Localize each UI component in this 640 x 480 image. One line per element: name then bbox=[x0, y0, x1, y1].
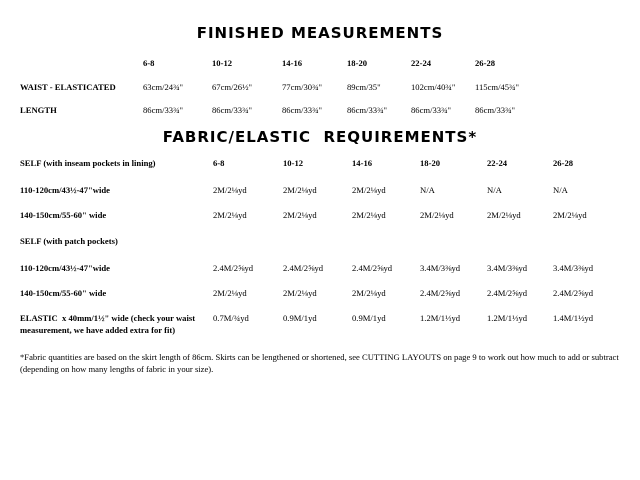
size-header: 6-8 bbox=[143, 58, 155, 68]
table-cell: 86cm/33¾" bbox=[475, 105, 516, 115]
size-header: 26-28 bbox=[553, 158, 574, 168]
table-cell: 2M/2⅛yd bbox=[213, 288, 247, 298]
table-cell: 2M/2⅛yd bbox=[352, 210, 386, 220]
section-label: SELF (with inseam pockets in lining) bbox=[20, 158, 156, 168]
size-header: 10-12 bbox=[212, 58, 233, 68]
finished-measurements-heading: FINISHED MEASUREMENTS bbox=[196, 24, 444, 42]
section-label: SELF (with patch pockets) bbox=[20, 236, 118, 246]
table-cell: 1.2M/1⅓yd bbox=[487, 313, 528, 323]
table-cell: 2.4M/2⅝yd bbox=[283, 263, 324, 273]
row-label: 110-120cm/43½-47"wide bbox=[20, 185, 110, 195]
table-cell: 1.4M/1½yd bbox=[553, 313, 594, 323]
size-header: 6-8 bbox=[213, 158, 225, 168]
table-cell: 115cm/45¾" bbox=[475, 82, 520, 92]
table-cell: 2.4M/2⅝yd bbox=[553, 288, 594, 298]
table-cell: 86cm/33¾" bbox=[282, 105, 323, 115]
size-header: 14-16 bbox=[352, 158, 373, 168]
table-cell: 0.7M/¾yd bbox=[213, 313, 249, 323]
table-cell: 77cm/30¾" bbox=[282, 82, 323, 92]
fabric-requirements-heading: FABRIC/ELASTIC REQUIREMENTS* bbox=[162, 128, 478, 146]
row-label: WAIST - ELASTICATED bbox=[20, 82, 116, 92]
table-cell: N/A bbox=[553, 185, 568, 195]
table-cell: 2.4M/2⅝yd bbox=[487, 288, 528, 298]
table-cell: 86cm/33¾" bbox=[347, 105, 388, 115]
table-cell: 2.4M/2⅝yd bbox=[420, 288, 461, 298]
table-cell: 63cm/24¾" bbox=[143, 82, 184, 92]
size-header: 22-24 bbox=[411, 58, 432, 68]
row-label: 140-150cm/55-60" wide bbox=[20, 288, 107, 298]
table-cell: 2M/2⅛yd bbox=[420, 210, 454, 220]
table-cell: 3.4M/3⅜yd bbox=[420, 263, 461, 273]
table-cell: 86cm/33¾" bbox=[143, 105, 184, 115]
row-label: LENGTH bbox=[20, 105, 57, 115]
table-cell: 3.4M/3⅜yd bbox=[553, 263, 594, 273]
table-cell: N/A bbox=[420, 185, 435, 195]
row-label: 140-150cm/55-60" wide bbox=[20, 210, 107, 220]
table-cell: 3.4M/3⅜yd bbox=[487, 263, 528, 273]
table-cell: 1.2M/1⅓yd bbox=[420, 313, 461, 323]
table-cell: 86cm/33¾" bbox=[212, 105, 253, 115]
table-cell: 102cm/40¾" bbox=[411, 82, 456, 92]
table-cell: 0.9M/1yd bbox=[352, 313, 386, 323]
table-cell: 2.4M/2⅝yd bbox=[352, 263, 393, 273]
table-cell: 2M/2⅛yd bbox=[487, 210, 521, 220]
table-cell: 86cm/33¾" bbox=[411, 105, 452, 115]
footnote: *Fabric quantities are based on the skirt length of 86cm. Skirts can be lengthened or shortened, see CUTTING LAYOUTS on page 9 to work out how much to add or subtract (depending on how many lengths of fabric in your size). bbox=[20, 352, 619, 374]
table-cell: 89cm/35" bbox=[347, 82, 381, 92]
table-cell: N/A bbox=[487, 185, 502, 195]
size-header: 10-12 bbox=[283, 158, 304, 168]
table-cell: 2M/2⅛yd bbox=[213, 185, 247, 195]
table-cell: 2M/2⅛yd bbox=[283, 210, 317, 220]
size-header: 18-20 bbox=[420, 158, 441, 168]
table-cell: 2M/2⅛yd bbox=[352, 185, 386, 195]
size-header: 18-20 bbox=[347, 58, 368, 68]
table-cell: 2M/2⅛yd bbox=[283, 185, 317, 195]
size-header: 14-16 bbox=[282, 58, 303, 68]
table-cell: 2.4M/2⅝yd bbox=[213, 263, 254, 273]
size-header: 26-28 bbox=[475, 58, 496, 68]
size-header: 22-24 bbox=[487, 158, 508, 168]
table-cell: 0.9M/1yd bbox=[283, 313, 317, 323]
row-label: measurement, we have added extra for fit) bbox=[20, 325, 176, 335]
table-cell: 2M/2⅛yd bbox=[283, 288, 317, 298]
row-label: 110-120cm/43½-47"wide bbox=[20, 263, 110, 273]
table-cell: 2M/2⅛yd bbox=[553, 210, 587, 220]
table-cell: 2M/2⅛yd bbox=[352, 288, 386, 298]
table-cell: 2M/2⅛yd bbox=[213, 210, 247, 220]
table-cell: 67cm/26½" bbox=[212, 82, 253, 92]
row-label: ELASTIC x 40mm/1½" wide (check your waist bbox=[20, 313, 196, 323]
